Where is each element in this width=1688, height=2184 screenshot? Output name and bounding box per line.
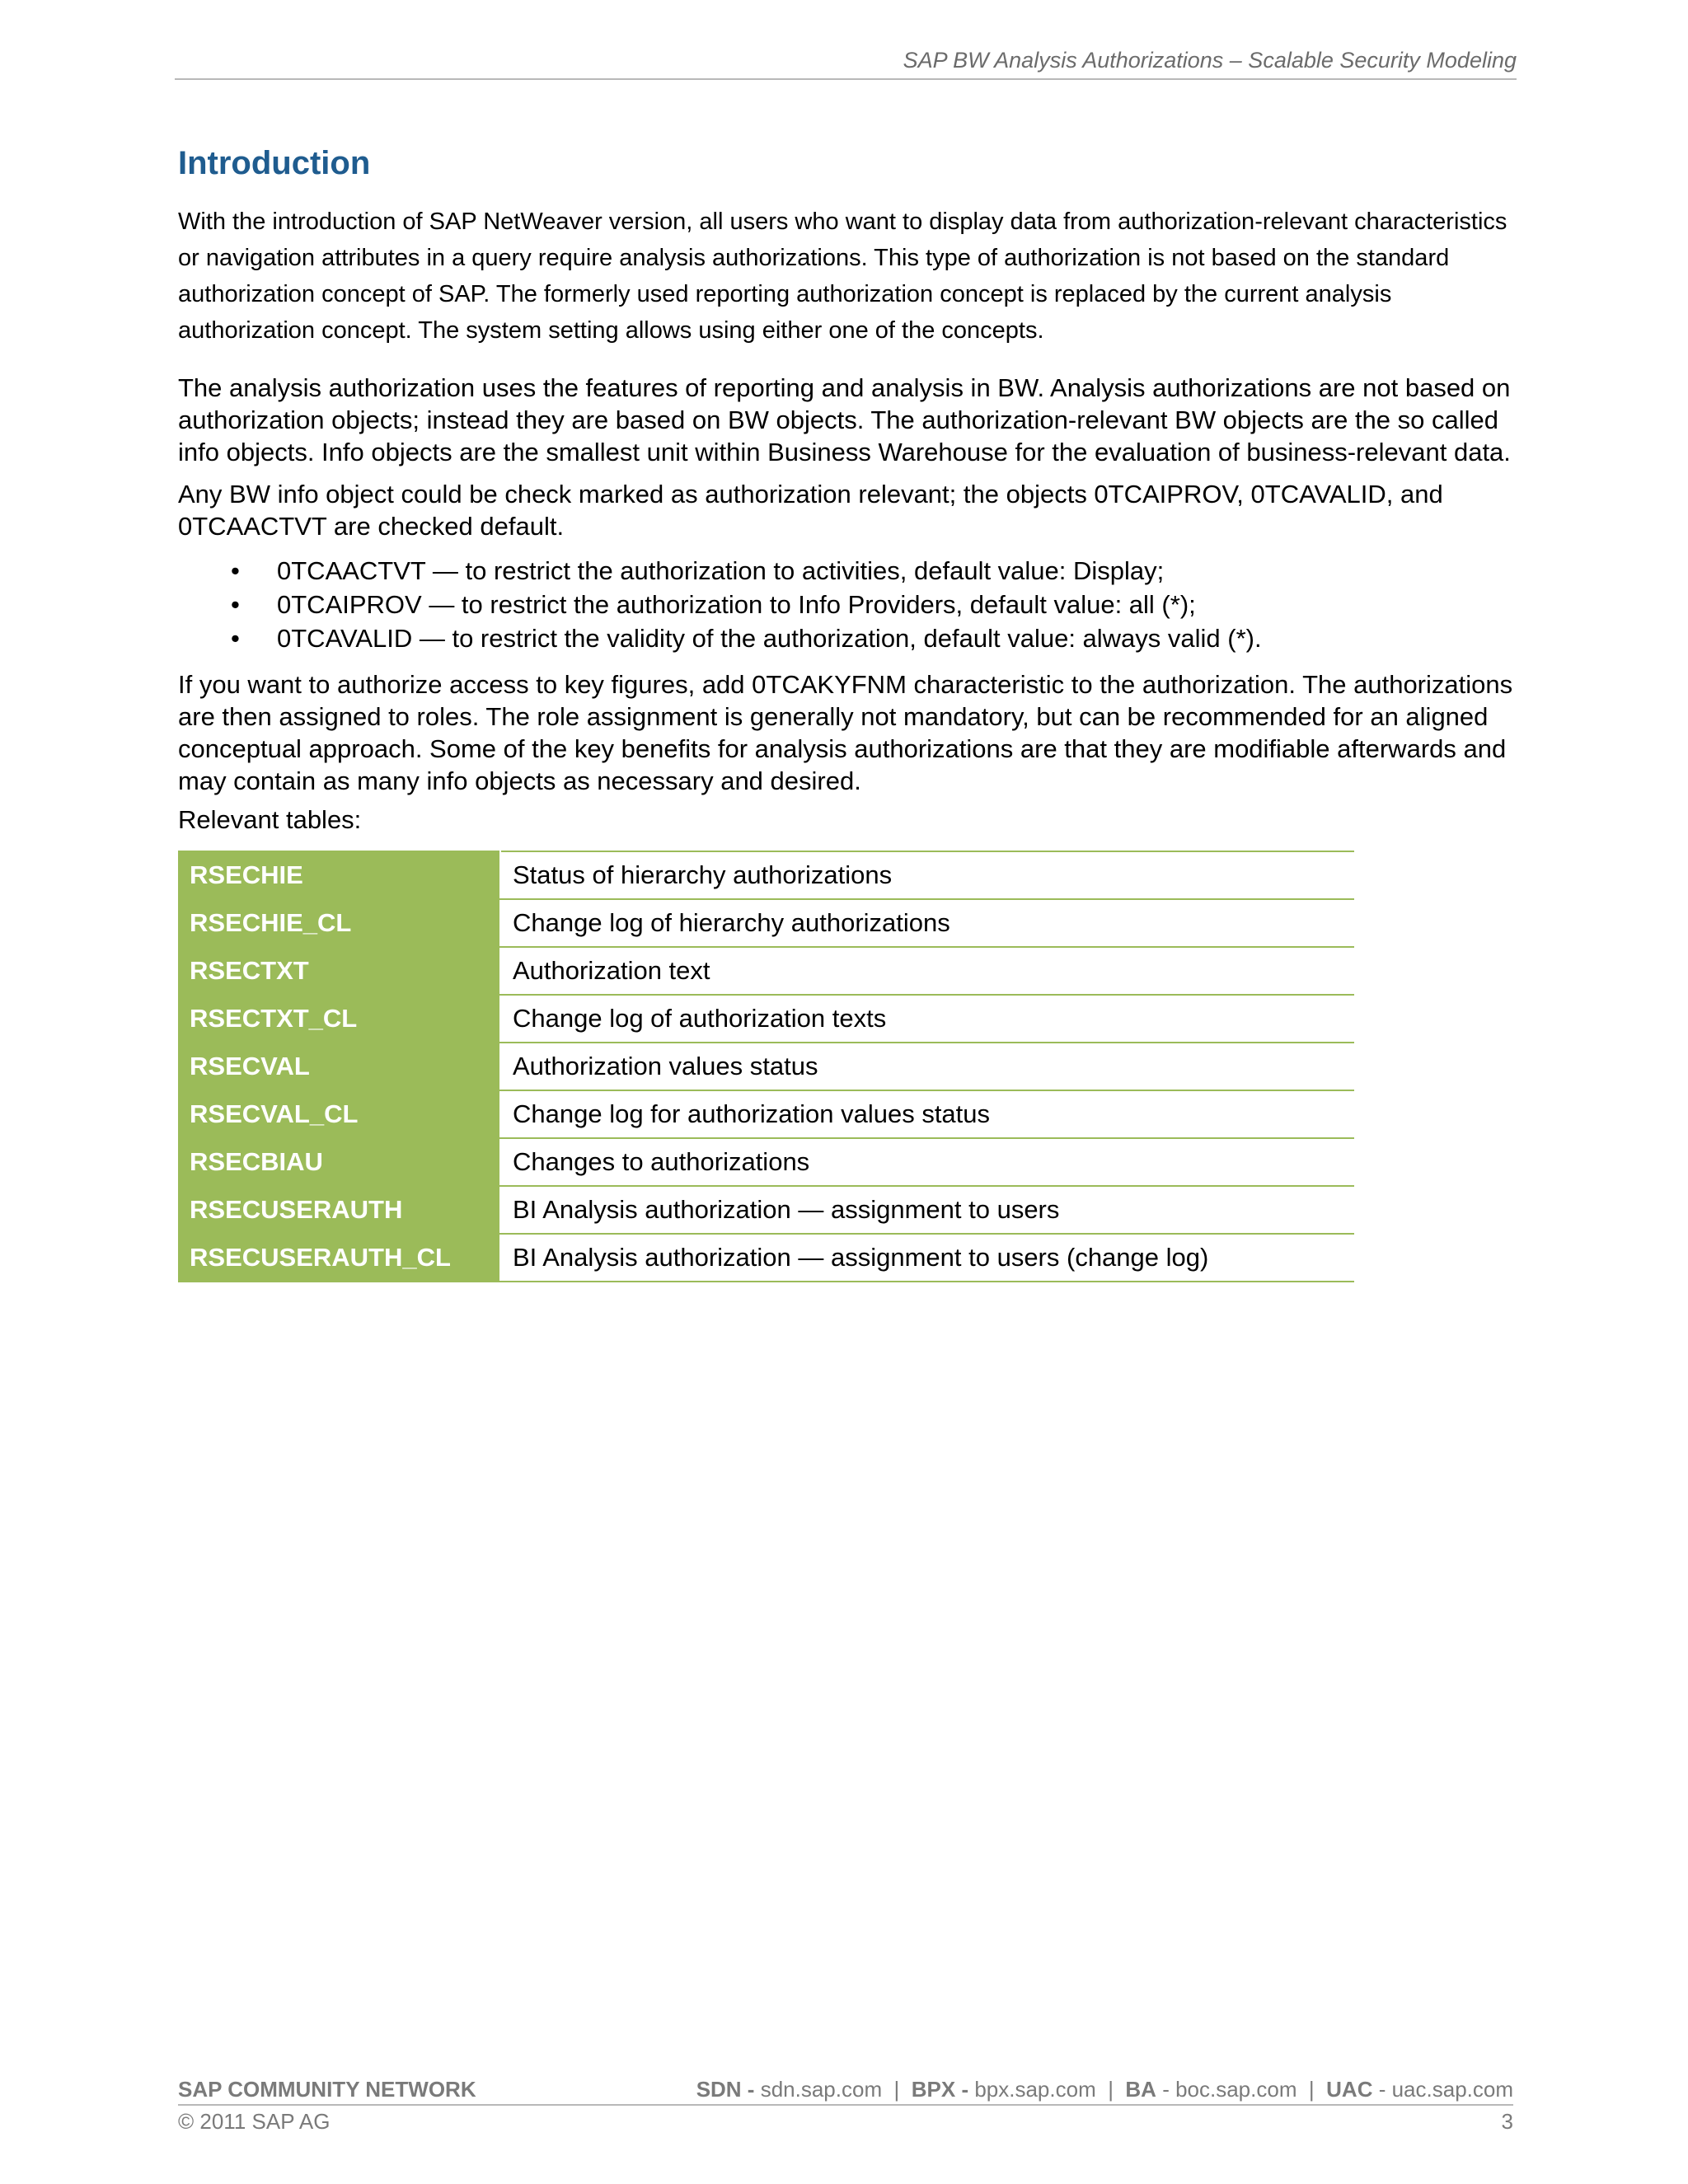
bullet-icon: • <box>231 624 240 653</box>
ba-link[interactable]: - boc.sap.com <box>1156 2077 1297 2102</box>
table-row <box>178 1043 1354 1090</box>
uac-link[interactable]: - uac.sap.com <box>1372 2077 1513 2102</box>
table-desc-cell: Change log of authorization texts <box>500 995 1354 1043</box>
relevant-tables-table <box>178 851 1354 1282</box>
table-desc-cell: Authorization values status <box>500 1043 1354 1090</box>
table-row <box>178 995 1354 1043</box>
table-code-cell: RSECVAL <box>178 1043 500 1090</box>
footer-links <box>696 2077 1513 2102</box>
footer-separator: | <box>1095 2077 1126 2102</box>
community-network-label: SAP COMMUNITY NETWORK <box>178 2077 476 2102</box>
table-code-cell: RSECUSERAUTH <box>178 1186 500 1234</box>
bpx-link-label: BPX - <box>911 2077 969 2102</box>
table-desc-cell: BI Analysis authorization — assignment to users <box>500 1186 1354 1234</box>
paragraph-info-objects: Any BW info object could be check marked as authorization relevant; the objects 0TCAIPROV, 0TCAVALID, and 0TCAACTVT are checked default. <box>178 480 1443 541</box>
table-desc-cell: BI Analysis authorization — assignment to users (change log) <box>500 1234 1354 1282</box>
page-number: 3 <box>1501 2109 1513 2134</box>
bpx-link[interactable]: bpx.sap.com <box>968 2077 1096 2102</box>
table-desc-cell: Authorization text <box>500 947 1354 995</box>
table-code-cell: RSECHIE <box>178 851 500 899</box>
document-title: SAP BW Analysis Authorizations – Scalable Security Modeling <box>903 48 1517 73</box>
table-row <box>178 1186 1354 1234</box>
uac-link-label: UAC <box>1326 2077 1373 2102</box>
paragraph-analysis: The analysis authorization uses the features of reporting and analysis in BW. Analysis authorizations are not based on authorization objects; instead they are based on BW objects. The authorization-relevant BW objects are the so called info objects. Info objects are the smallest unit within Business Warehouse for the evaluation of business-relevant data. <box>178 373 1511 466</box>
paragraph-intro: With the introduction of SAP NetWeaver version, all users who want to display data from authorization-relevant characteristics or navigation attributes in a query require analysis authorizations. This type of authorization is not based on the standard authorization concept of SAP. The formerly used reporting authorization concept is replaced by the current analysis authorization concept. The system setting allows using either one of the concepts. <box>178 209 1507 344</box>
table-desc-cell: Changes to authorizations <box>500 1138 1354 1186</box>
table-row <box>178 1234 1354 1282</box>
copyright: © 2011 SAP AG <box>178 2109 331 2134</box>
table-desc-cell: Status of hierarchy authorizations <box>500 851 1354 899</box>
table-code-cell: RSECVAL_CL <box>178 1090 500 1138</box>
page-footer <box>178 2077 1513 2135</box>
list-item: • 0TCAVALID — to restrict the validity of the authorization, default value: always valid (*). <box>178 621 1513 655</box>
sdn-link[interactable]: sdn.sap.com <box>754 2077 883 2102</box>
list-item: • 0TCAACTVT — to restrict the authorization to activities, default value: Display; <box>178 554 1513 588</box>
section-heading: Introduction <box>178 145 371 181</box>
footer-separator: | <box>882 2077 912 2102</box>
table-code-cell: RSECUSERAUTH_CL <box>178 1234 500 1282</box>
footer-separator: | <box>1296 2077 1327 2102</box>
table-desc-cell: Change log of hierarchy authorizations <box>500 899 1354 947</box>
page-header <box>175 48 1517 80</box>
table-row <box>178 947 1354 995</box>
paragraph-relevant-tables: Relevant tables: <box>178 805 362 834</box>
bullet-list <box>178 554 1513 655</box>
list-item: • 0TCAIPROV — to restrict the authorization to Info Providers, default value: all (*); <box>178 588 1513 621</box>
bullet-icon: • <box>231 590 240 619</box>
table-row <box>178 899 1354 947</box>
paragraph-key-figures: If you want to authorize access to key figures, add 0TCAKYFNM characteristic to the authorization. The authorizations are then assigned to roles. The role assignment is generally not mandatory, but can be recommended for an aligned conceptual approach. Some of the key benefits for analysis authorizations are that they are modifiable afterwards and may contain as many info objects as necessary and desired. <box>178 670 1513 795</box>
table-row <box>178 851 1354 899</box>
table-row <box>178 1090 1354 1138</box>
main-content <box>178 145 1513 1282</box>
footer-top-row <box>178 2077 1513 2106</box>
table-code-cell: RSECBIAU <box>178 1138 500 1186</box>
bullet-icon: • <box>231 556 240 585</box>
table-code-cell: RSECHIE_CL <box>178 899 500 947</box>
table-desc-cell: Change log for authorization values status <box>500 1090 1354 1138</box>
sdn-link-label: SDN - <box>696 2077 755 2102</box>
table-code-cell: RSECTXT <box>178 947 500 995</box>
footer-bottom-row <box>178 2106 1513 2135</box>
ba-link-label: BA <box>1125 2077 1156 2102</box>
table-row <box>178 1138 1354 1186</box>
table-code-cell: RSECTXT_CL <box>178 995 500 1043</box>
